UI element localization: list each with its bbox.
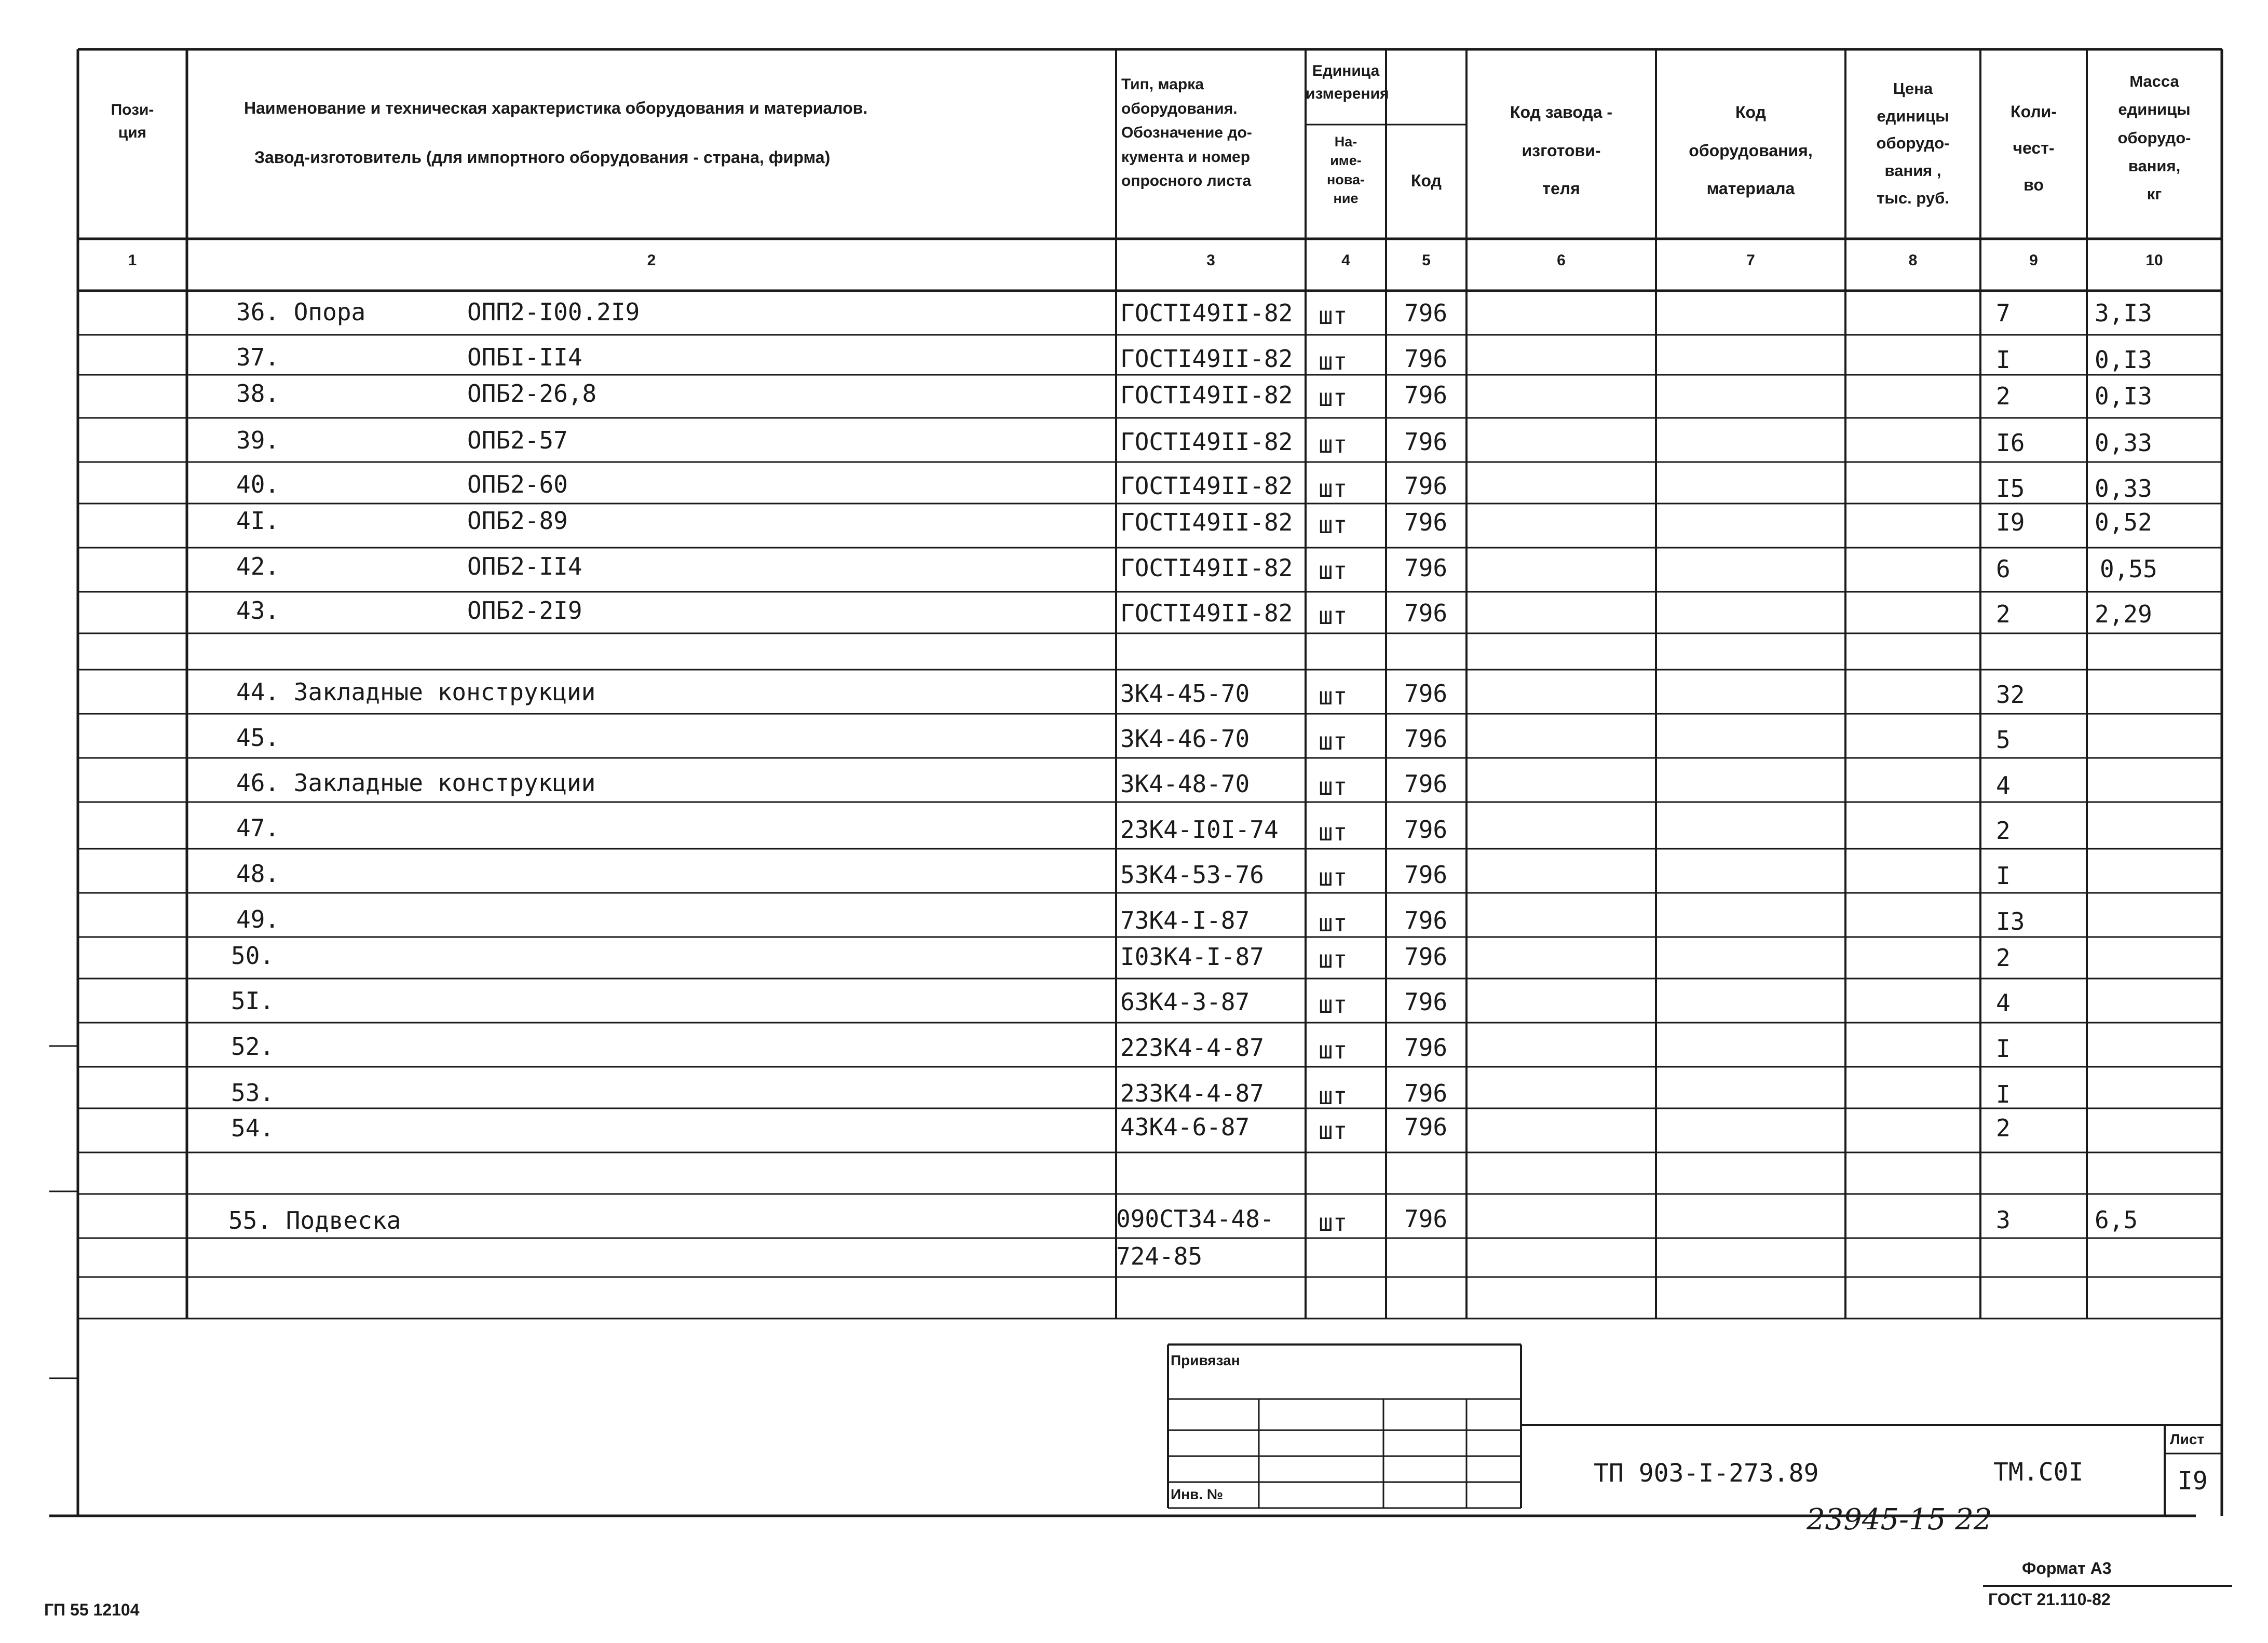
table-row-36-code: 796 [1404,299,1448,327]
header-unit-code: Код [1411,171,1442,190]
table-row-40-mark: ОПБ2-60 [467,470,568,498]
table-row-48-qty: I [1996,862,2011,890]
footer-standard: ГОСТ 21.110-82 [1988,1590,2111,1609]
header-name-line2: Завод-изготовитель (для импортного оборудования - страна, фирма) [254,148,831,167]
table-row-53-code: 796 [1404,1079,1448,1107]
table-row-45-qty: 5 [1996,726,2011,754]
table-row-52-code: 796 [1404,1034,1448,1062]
table-row-36-doc: ГОСТI49II-82 [1120,299,1293,327]
table-row-43-code: 796 [1404,599,1448,627]
header-position: Пози- ция [111,101,154,141]
table-row-41-qty: I9 [1996,508,2025,536]
table-row-55-mass: 6,5 [2095,1206,2138,1234]
table-row-42-pos: 42. [236,552,280,580]
table-row-53-unit: шт [1319,1082,1348,1110]
table-row-41-mark: ОПБ2-89 [467,507,568,535]
table-row-51-qty: 4 [1996,989,2011,1017]
table-row-48-code: 796 [1404,861,1448,889]
header-name-line1: Наименование и техническая характеристика оборудования и материалов. [244,99,868,117]
table-row-46-code: 796 [1404,770,1448,798]
table-row-54-doc: 43К4-6-87 [1120,1113,1250,1141]
table-row-48-doc: 53К4-53-76 [1120,861,1264,889]
table-row-46-qty: 4 [1996,771,2011,799]
table-row-39-doc: ГОСТI49II-82 [1120,428,1293,456]
table-row-55-doc-continuation: 724-85 [1116,1242,1203,1270]
table-row-52-doc: 223К4-4-87 [1120,1034,1264,1062]
table-row-50-doc: I03К4-I-87 [1120,943,1264,971]
table-row-37-unit: шт [1319,347,1348,375]
table-row-46-unit: шт [1319,772,1348,800]
stamp-sheet-number: I9 [2178,1467,2208,1496]
table-row-36-unit: шт [1319,302,1348,330]
table-row-42-mass: 0,55 [2100,555,2157,583]
table-row-49-qty: I3 [1996,907,2025,935]
footer-left-code: ГП 55 12104 [44,1600,140,1619]
table-row-36-mass: 3,I3 [2095,299,2152,327]
header-equipment-code: Код оборудования, материала [1689,103,1813,198]
table-row-47-unit: шт [1319,818,1348,846]
table-row-54-code: 796 [1404,1113,1448,1141]
table-row-45-doc: 3К4-46-70 [1120,725,1250,753]
table-row-42-unit: шт [1319,556,1348,585]
table-row-52-pos: 52. [231,1033,275,1061]
table-row-37-qty: I [1996,346,2011,374]
table-row-55-doc: 090СТ34-48- [1116,1205,1274,1233]
table-row-50-unit: шт [1319,945,1348,973]
stamp-project-code: ТП 903-I-273.89 [1594,1459,1819,1488]
table-row-45-code: 796 [1404,725,1448,753]
table-row-40-mass: 0,33 [2095,474,2152,503]
table-row-37-mark: ОПБI-II4 [467,343,582,371]
table-row-44-pos: 44. Закладные конструкции [236,678,596,706]
table-row-38-code: 796 [1404,381,1448,409]
table-row-39-code: 796 [1404,428,1448,456]
table-row-44-code: 796 [1404,680,1448,708]
colnum-8: 8 [1908,252,1918,269]
table-row-44-unit: шт [1319,682,1348,710]
colnum-1: 1 [128,252,137,269]
table-row-39-pos: 39. [236,426,280,454]
table-row-37-doc: ГОСТI49II-82 [1120,345,1293,373]
table-row-46-pos: 46. Закладные конструкции [236,769,596,797]
colnum-2: 2 [647,252,656,269]
table-row-53-doc: 233К4-4-87 [1120,1079,1264,1107]
table-row-43-doc: ГОСТI49II-82 [1120,599,1293,627]
table-row-39-unit: шт [1319,430,1348,458]
colnum-7: 7 [1746,252,1755,269]
table-row-43-qty: 2 [1996,600,2011,628]
table-row-40-doc: ГОСТI49II-82 [1120,472,1293,500]
stamp-sheet-label: Лист [2170,1431,2205,1447]
table-row-38-qty: 2 [1996,382,2011,410]
table-row-44-doc: 3К4-45-70 [1120,680,1250,708]
header-price: Цена единицы оборудо- вания , тыс. руб. [1876,79,1950,207]
table-row-45-unit: шт [1319,727,1348,755]
table-row-37-pos: 37. [236,343,280,371]
header-factory-code: Код завода - изготови- теля [1510,103,1613,198]
table-row-43-mark: ОПБ2-2I9 [467,596,582,624]
table-row-47-code: 796 [1404,816,1448,844]
colnum-3: 3 [1206,252,1215,269]
table-row-39-mass: 0,33 [2095,429,2152,457]
table-row-51-code: 796 [1404,988,1448,1016]
table-row-40-qty: I5 [1996,474,2025,503]
table-row-52-qty: I [1996,1035,2011,1063]
table-row-50-pos: 50. [231,942,275,970]
table-row-41-doc: ГОСТI49II-82 [1120,508,1293,536]
table-row-40-pos: 40. [236,470,280,498]
table-row-55-code: 796 [1404,1205,1448,1233]
table-row-41-pos: 4I. [236,507,280,535]
table-row-39-mark: ОПБ2-57 [467,426,568,454]
table-row-51-unit: шт [1319,990,1348,1019]
table-row-41-unit: шт [1319,511,1348,539]
header-mass: Масса единицы оборудо- вания, кг [2117,72,2191,203]
table-row-55-unit: шт [1319,1209,1348,1237]
table-row-37-code: 796 [1404,345,1448,373]
header-type-mark: Тип, марка оборудования. Обозначение до- кумента и номер опросного листа [1121,76,1252,189]
table-row-49-unit: шт [1319,909,1348,937]
table-row-47-pos: 47. [236,814,280,842]
table-row-43-pos: 43. [236,596,280,624]
table-row-53-qty: I [1996,1080,2011,1108]
table-row-45-pos: 45. [236,724,280,752]
table-row-43-mass: 2,29 [2095,600,2152,628]
table-row-39-qty: I6 [1996,429,2025,457]
table-row-49-pos: 49. [236,905,280,933]
table-row-42-code: 796 [1404,554,1448,582]
colnum-5: 5 [1422,252,1431,269]
table-row-38-unit: шт [1319,384,1348,412]
table-row-38-mark: ОПБ2-26,8 [467,379,597,408]
colnum-10: 10 [2145,252,2163,269]
table-row-51-doc: 63К4-3-87 [1120,988,1250,1016]
table-row-54-unit: шт [1319,1117,1348,1145]
table-row-42-doc: ГОСТI49II-82 [1120,554,1293,582]
colnum-9: 9 [2029,252,2038,269]
table-row-42-mark: ОПБ2-II4 [467,552,582,580]
table-row-47-qty: 2 [1996,817,2011,845]
table-row-48-pos: 48. [236,860,280,888]
table-row-36-pos: 36. Опора [236,298,366,326]
table-row-36-mark: ОПП2-I00.2I9 [467,298,640,326]
table-row-41-code: 796 [1404,508,1448,536]
table-row-42-qty: 6 [1996,555,2011,583]
colnum-4: 4 [1341,252,1350,269]
table-row-47-doc: 23К4-I0I-74 [1120,816,1279,844]
table-row-46-doc: 3К4-48-70 [1120,770,1250,798]
table-row-49-doc: 73К4-I-87 [1120,906,1250,934]
table-row-55-pos: 55. Подвеска [228,1206,401,1234]
table-row-49-code: 796 [1404,906,1448,934]
header-quantity: Коли- чест- во [2011,102,2057,194]
table-row-50-qty: 2 [1996,944,2011,972]
table-row-36-qty: 7 [1996,299,2011,327]
table-row-44-qty: 32 [1996,681,2025,709]
header-unit-name: На- име- нова- ние [1326,134,1365,207]
table-row-54-pos: 54. [231,1114,275,1142]
stamp-inv-number-label: Инв. № [1171,1486,1224,1502]
header-unit-group: Единица измерения [1306,62,1389,102]
handwritten-archive-number: 23945-15 22 [1807,1503,1992,1537]
table-row-48-unit: шт [1319,863,1348,891]
table-row-55-qty: 3 [1996,1206,2011,1234]
table-row-38-mass: 0,I3 [2095,382,2152,410]
colnum-6: 6 [1557,252,1566,269]
table-row-50-code: 796 [1404,943,1448,971]
stamp-section-code: ТМ.С0I [1993,1458,2084,1487]
table-row-38-doc: ГОСТI49II-82 [1120,381,1293,409]
table-row-40-unit: шт [1319,474,1348,503]
table-row-40-code: 796 [1404,472,1448,500]
stamp-privyazan-label: Привязан [1171,1352,1240,1368]
table-row-37-mass: 0,I3 [2095,346,2152,374]
table-row-54-qty: 2 [1996,1114,2011,1142]
table-row-43-unit: шт [1319,602,1348,630]
table-row-52-unit: шт [1319,1036,1348,1064]
table-row-53-pos: 53. [231,1079,275,1107]
table-row-38-pos: 38. [236,379,280,408]
table-row-41-mass: 0,52 [2095,508,2152,536]
footer-format: Формат А3 [2022,1559,2112,1578]
table-row-51-pos: 5I. [231,987,275,1015]
